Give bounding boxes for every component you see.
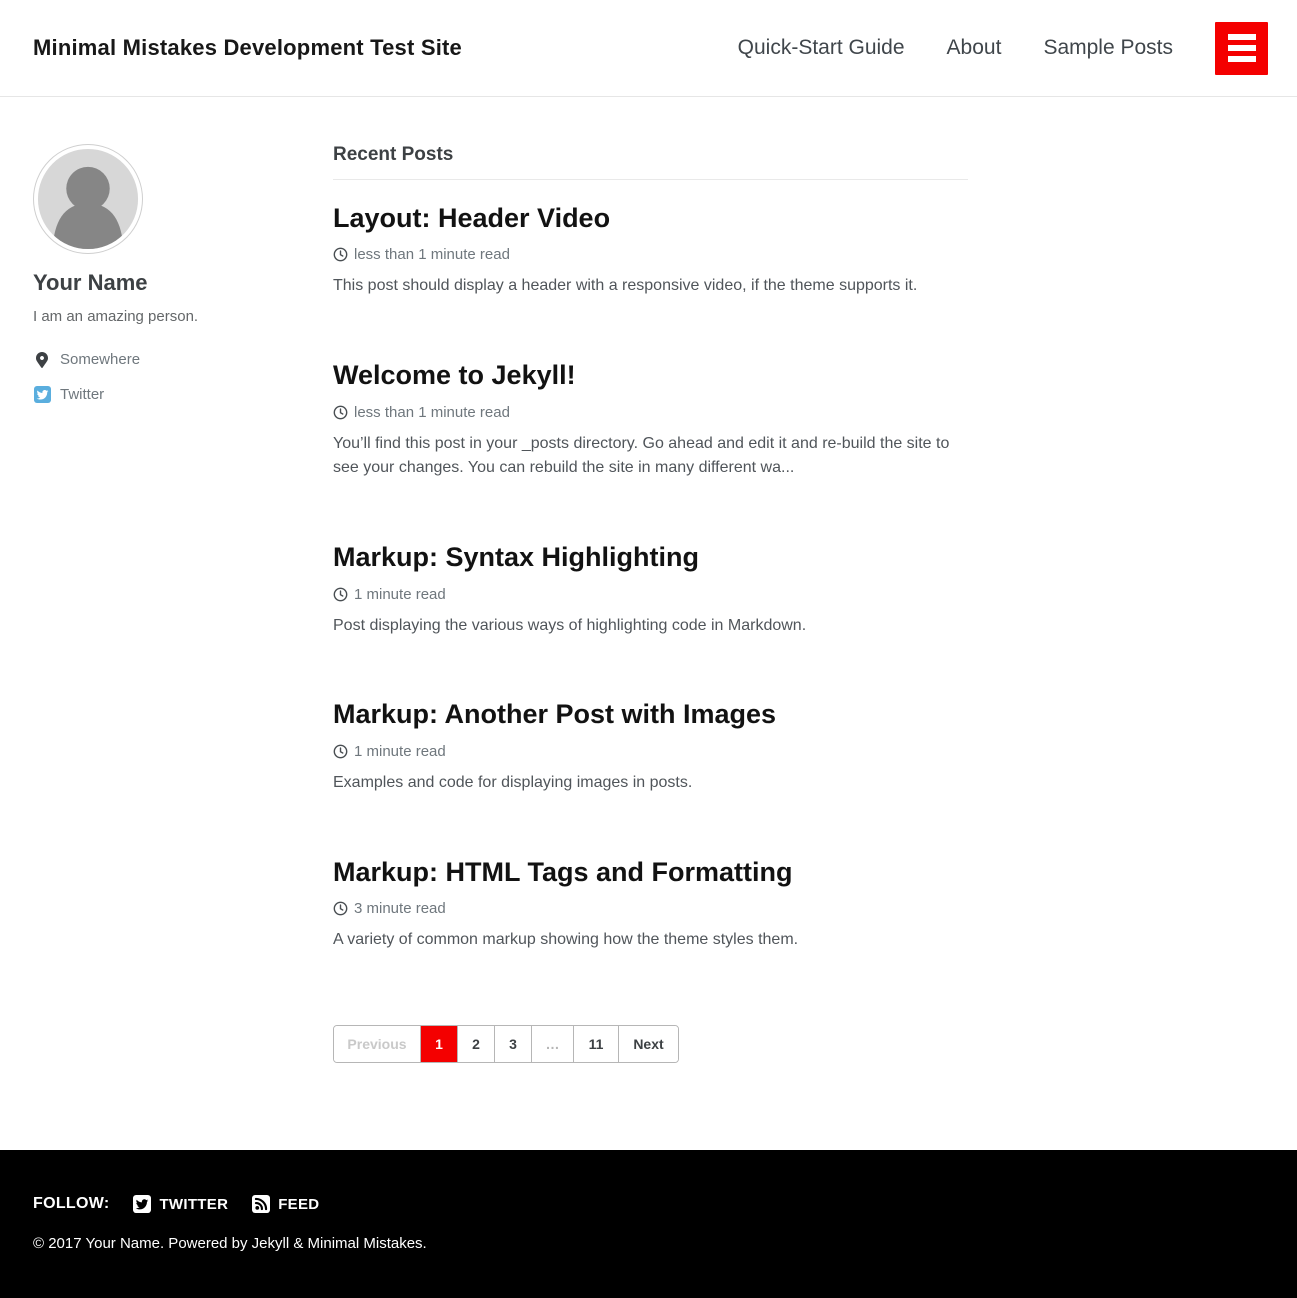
rss-square-icon [252,1195,270,1213]
pagination-page-3[interactable]: 3 [494,1026,531,1062]
post-meta [333,586,968,603]
pagination-previous: Previous [334,1026,420,1062]
pagination-next[interactable]: Next [618,1026,678,1062]
footer-twitter-link[interactable] [133,1195,228,1213]
twitter-square-icon [133,1195,151,1213]
follow-label: FOLLOW: [33,1195,110,1212]
menu-toggle-button[interactable] [1215,22,1268,75]
post-title-link[interactable]: Welcome to Jekyll! [333,360,576,391]
author-location [33,351,301,368]
read-time: less than 1 minute read [354,246,510,264]
clock-icon [333,587,348,602]
clock-icon [333,744,348,759]
clock-icon [333,901,348,916]
post-item [333,856,968,953]
pagination-ellipsis: … [531,1026,573,1062]
clock-icon [333,405,348,420]
read-time: 1 minute read [354,742,446,760]
pagination [333,1025,679,1063]
post-item [333,359,968,481]
avatar-silhouette-icon [37,148,139,250]
site-footer [0,1150,1297,1298]
follow-row [33,1195,1264,1213]
footer-feed-label: FEED [278,1195,320,1213]
post-excerpt: A variety of common markup showing how the theme styles them. [333,930,799,948]
location-label: Somewhere [60,351,141,368]
post-title-link[interactable]: Markup: Syntax Highlighting [333,542,700,573]
post-excerpt: Examples and code for displaying images in posts. [333,773,693,791]
post-item [333,541,968,638]
pagination-page-2[interactable]: 2 [457,1026,494,1062]
primary-nav [696,22,1268,75]
footer-feed-link[interactable] [252,1195,319,1213]
post-item [333,202,968,299]
nav-link-sample-posts[interactable]: Sample Posts [1043,36,1173,59]
author-twitter[interactable] [33,386,301,403]
hamburger-icon [1228,34,1256,40]
read-time: 1 minute read [354,585,446,603]
avatar [33,144,143,254]
content-area [0,97,1297,1150]
author-bio: I am an amazing person. [33,308,199,325]
copyright-text: © 2017 Your Name. Powered by Jekyll & Minimal Mistakes. [33,1235,427,1252]
twitter-link-label[interactable]: Twitter [60,386,105,403]
clock-icon [333,247,348,262]
pagination-page-1[interactable]: 1 [420,1026,457,1062]
post-meta [333,246,968,263]
post-excerpt: You’ll find this post in your _posts directory. Go ahead and edit it and re-build the site to see your changes. You can rebuild the site in many different wa... [333,434,950,477]
author-sidebar [33,144,301,1150]
twitter-icon [33,386,51,403]
nav-link-quick-start-guide[interactable]: Quick-Start Guide [737,36,905,59]
post-excerpt: This post should display a header with a responsive video, if the theme supports it. [333,277,918,295]
post-item [333,698,968,795]
footer-twitter-label: TWITTER [159,1195,229,1213]
post-title-link[interactable]: Markup: Another Post with Images [333,699,777,730]
read-time: 3 minute read [354,899,446,917]
recent-posts-heading: Recent Posts [333,144,968,180]
pagination-page-11[interactable]: 11 [573,1026,618,1062]
nav-link-about[interactable]: About [946,36,1002,59]
post-excerpt: Post displaying the various ways of highlighting code in Markdown. [333,616,807,634]
read-time: less than 1 minute read [354,403,510,421]
author-links [33,351,301,403]
masthead [0,0,1297,97]
post-meta [333,743,968,760]
post-meta [333,404,968,421]
post-title-link[interactable]: Markup: HTML Tags and Formatting [333,856,793,887]
post-meta [333,900,968,917]
author-name: Your Name [33,270,148,295]
main-column [333,144,968,1150]
site-title[interactable]: Minimal Mistakes Development Test Site [33,35,462,60]
location-pin-icon [33,352,51,368]
post-title-link[interactable]: Layout: Header Video [333,203,611,233]
